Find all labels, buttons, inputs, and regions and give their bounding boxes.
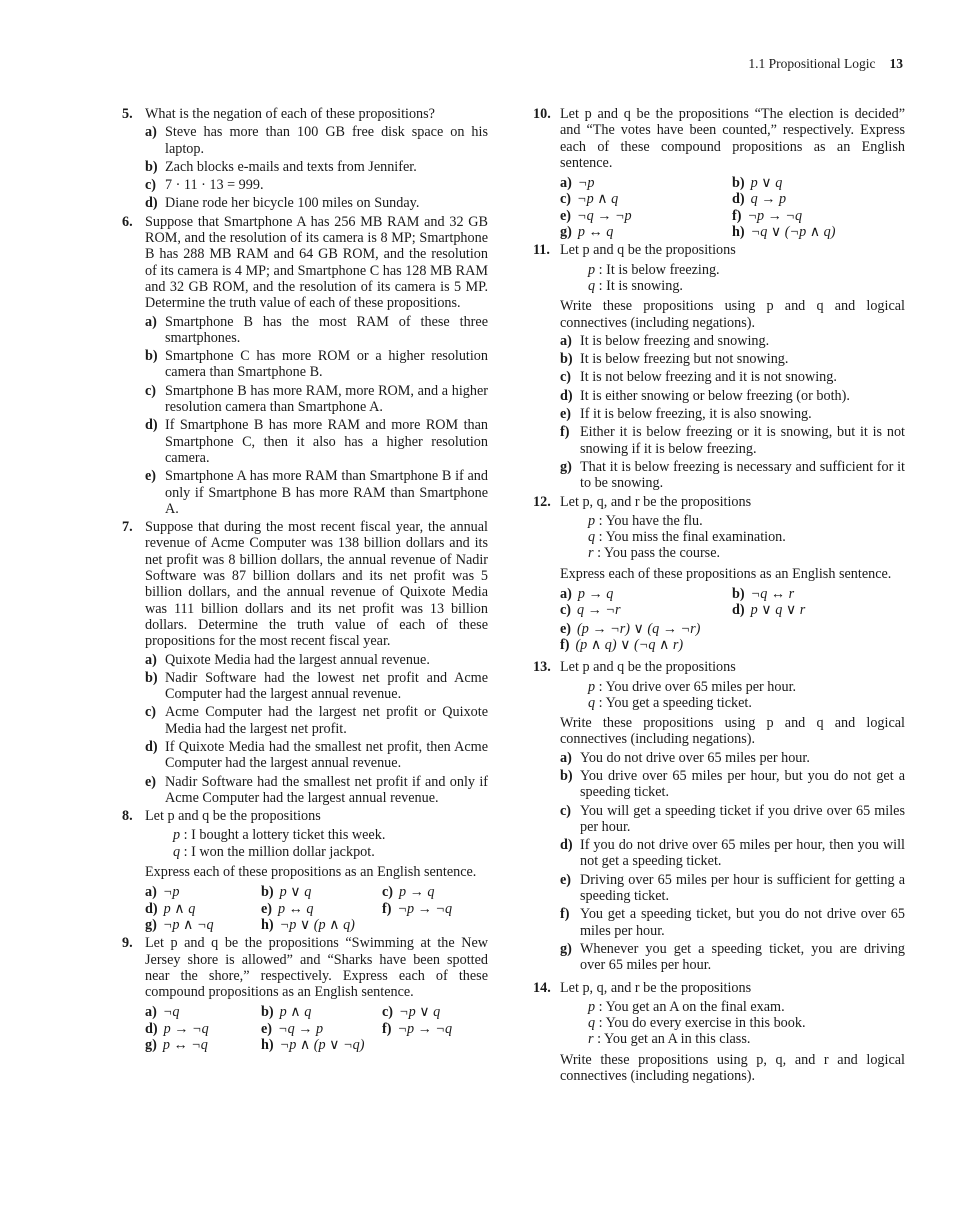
- subitem: [560, 906, 905, 939]
- expression: ¬q ∨ (¬p ∧ q): [750, 224, 836, 241]
- right-column: [533, 106, 905, 1086]
- proposition-def: [588, 278, 905, 294]
- subitem-label: c): [560, 369, 572, 386]
- exercise-stem: Let p and q be the propositions: [145, 808, 321, 825]
- subitem-label: d): [145, 738, 158, 755]
- subitem-label: h): [732, 224, 745, 241]
- subitem-text: Driving over 65 miles per hour is sufficient for getting a speeding ticket.: [580, 871, 905, 905]
- expression: ¬q: [162, 1004, 180, 1021]
- exercise-stem: Let p, q, and r be the propositions: [560, 979, 752, 996]
- subitem-label: e): [560, 620, 572, 637]
- proposition-text: : It is below freezing.: [598, 261, 720, 278]
- expression-item: [382, 1021, 492, 1037]
- proposition-list: [560, 262, 905, 295]
- subitem-label: f): [732, 207, 742, 224]
- proposition-list: [145, 827, 488, 860]
- expression-item: [261, 884, 382, 900]
- subitem-text: Quixote Media had the largest annual revenue.: [165, 651, 430, 668]
- subitem-label: f): [382, 1020, 392, 1037]
- subitem-text: Diane rode her bicycle 100 miles on Sunday.: [165, 195, 420, 212]
- expression: p → ¬q: [163, 1020, 209, 1037]
- proposition-text: : You miss the final examination.: [598, 529, 786, 546]
- subitem-label: d): [732, 191, 745, 208]
- subitem: [560, 872, 905, 905]
- subitem-label: g): [560, 940, 572, 957]
- subitem-label: d): [732, 602, 745, 619]
- subitem-label: a): [145, 884, 157, 901]
- subitem-label: a): [145, 313, 157, 330]
- expression-item: [261, 1004, 382, 1020]
- subitem: [145, 704, 488, 737]
- exercise-number: 6.: [122, 213, 133, 230]
- subitem: [560, 459, 905, 492]
- subitem-label: d): [560, 837, 573, 854]
- subitem-label: g): [145, 1037, 157, 1054]
- subitem-label: e): [261, 900, 273, 917]
- subitem-label: c): [145, 177, 157, 194]
- expression-grid: [145, 1004, 488, 1053]
- subitem: [145, 774, 488, 807]
- expression: ¬p ∨ q: [399, 1004, 441, 1021]
- subitem-text: Zach blocks e-mails and texts from Jennifer.: [165, 158, 417, 175]
- expression: p ∨ q: [750, 175, 783, 192]
- proposition-variable: q: [588, 277, 596, 294]
- proposition-variable: q: [588, 694, 596, 711]
- subitem-label: b): [145, 669, 158, 686]
- subitem-text: Smartphone B has the most RAM of these three smartphones.: [165, 313, 488, 346]
- proposition-text: : I bought a lottery ticket this week.: [183, 827, 386, 844]
- exercise-number: 14.: [533, 979, 551, 996]
- subitem-label: a): [560, 749, 572, 766]
- expression: (p ∧ q) ∨ (¬q ∧ r): [575, 636, 684, 653]
- subitem: [560, 333, 905, 349]
- exercise-number: 12.: [533, 493, 551, 510]
- subitem: [145, 195, 488, 211]
- subitem: [560, 768, 905, 801]
- expression-item: [261, 901, 382, 917]
- expression-item: [732, 602, 904, 618]
- expression-item: [382, 1004, 492, 1020]
- subitem-label: c): [560, 191, 572, 208]
- subitem: [145, 348, 488, 381]
- expression: ¬p: [577, 175, 595, 192]
- subitem-text: If you do not drive over 65 miles per hour, then you will not get a speeding ticket.: [580, 837, 905, 870]
- subitem-label: b): [732, 586, 745, 603]
- expression-item: [261, 1021, 382, 1037]
- exercise-stem: Let p and q be the propositions: [560, 659, 736, 676]
- subitem: [560, 750, 905, 766]
- subitem-label: b): [560, 767, 573, 784]
- subitem-label: c): [145, 704, 157, 721]
- subitem: [145, 177, 488, 193]
- expression: p → q: [399, 884, 435, 901]
- subitem-text: Smartphone A has more RAM than Smartphone B if and only if Smartphone B has more RAM than Smartphone A.: [165, 468, 488, 517]
- subitem-label: g): [145, 916, 157, 933]
- expression: q → ¬r: [577, 602, 621, 619]
- subitem-label: d): [145, 417, 158, 434]
- section-title: 1.1 Propositional Logic: [748, 56, 876, 71]
- expression-item: [560, 191, 732, 207]
- exercise-5: [122, 106, 488, 212]
- subitem-label: a): [145, 124, 157, 141]
- subitem: [145, 652, 488, 668]
- expression: p ∧ q: [279, 1004, 312, 1021]
- subitem-label: a): [560, 332, 572, 349]
- expression-item: [145, 917, 261, 933]
- subitem: [560, 369, 905, 385]
- expression-grid: [560, 586, 905, 619]
- expression-grid: [560, 175, 905, 240]
- exercise-stem: Let p and q be the propositions “Swimming at the New Jersey shore is allowed” and “Sharks have been spotted near the shore,” respectively. Express each of these compound propositions as an English sentence.: [145, 935, 488, 1001]
- expression: ¬p → ¬q: [747, 207, 803, 224]
- subitem: [145, 314, 488, 347]
- subitem-label: c): [382, 884, 394, 901]
- exercise-stem: Let p, q, and r be the propositions: [560, 493, 752, 510]
- proposition-list: [560, 513, 905, 562]
- expression: (p → ¬r) ∨ (q → ¬r): [577, 620, 701, 637]
- subitem: [145, 468, 488, 517]
- subitem-text: Smartphone C has more ROM or a higher resolution camera than Smartphone B.: [165, 348, 488, 381]
- subitem-label: a): [560, 175, 572, 192]
- subitem-text: Either it is below freezing or it is snowing, but it is not snowing if it is below freezing.: [580, 424, 905, 457]
- left-column: [122, 106, 488, 1055]
- subitem-text: It is either snowing or below freezing (or both).: [580, 387, 850, 404]
- subitem-label: d): [145, 900, 158, 917]
- subitem-label: e): [560, 871, 572, 888]
- expression-item: [560, 637, 905, 653]
- subitem-label: c): [560, 802, 572, 819]
- proposition-text: : You pass the course.: [597, 545, 721, 562]
- expression-item: [560, 175, 732, 191]
- expression: ¬p: [162, 884, 180, 901]
- expression: ¬q → p: [278, 1020, 324, 1037]
- subitem: [560, 941, 905, 974]
- subitem-text: It is below freezing but not snowing.: [580, 351, 789, 368]
- subitem-text: Steve has more than 100 GB free disk space on his laptop.: [165, 124, 488, 157]
- expression: p ∨ q ∨ r: [750, 602, 806, 619]
- subitem: [145, 124, 488, 157]
- subitem-label: e): [261, 1020, 273, 1037]
- expression-item: [560, 621, 905, 637]
- expression: q → p: [750, 191, 787, 208]
- proposition-text: : You get an A on the final exam.: [598, 998, 785, 1015]
- subitem-label: b): [732, 175, 745, 192]
- subitem-text: You drive over 65 miles per hour, but you do not get a speeding ticket.: [580, 767, 905, 801]
- expression-item: [382, 884, 492, 900]
- exercise-stem: Let p and q be the propositions “The election is decided” and “The votes have been counted,” respectively. Express each of these compound propositions as an English sentence.: [560, 106, 905, 171]
- subitem-text: Nadir Software had the smallest net profit if and only if Acme Computer had the largest annual revenue.: [165, 773, 488, 806]
- proposition-variable: q: [173, 843, 181, 860]
- subitem: [145, 670, 488, 703]
- subitem: [560, 406, 905, 422]
- subitem-text: 7 · 11 · 13 = 999.: [165, 177, 264, 194]
- subitem-label: f): [382, 900, 392, 917]
- expression: p ↔ ¬q: [162, 1037, 208, 1054]
- proposition-variable: r: [588, 545, 594, 562]
- subitem-label: e): [560, 406, 572, 423]
- subitem-text: Nadir Software had the lowest net profit and Acme Computer had the largest annual revenue.: [165, 669, 488, 703]
- subitem-text: You do not drive over 65 miles per hour.: [580, 749, 810, 766]
- exercise-number: 13.: [533, 659, 551, 676]
- exercise-number: 9.: [122, 935, 133, 952]
- proposition-def: [588, 1015, 905, 1031]
- running-head: [748, 56, 903, 72]
- subitem-label: c): [560, 602, 572, 619]
- exercise-instruction: Write these propositions using p and q and logical connectives (including negations).: [560, 298, 905, 331]
- proposition-variable: q: [588, 1015, 596, 1032]
- expression-item: [261, 1037, 382, 1053]
- subitem: [145, 159, 488, 175]
- subitem-text: If it is below freezing, it is also snowing.: [580, 406, 812, 423]
- expression-item: [145, 1021, 261, 1037]
- subitem: [145, 739, 488, 772]
- expression-item: [560, 586, 732, 602]
- proposition-def: [588, 679, 905, 695]
- subitem-label: f): [560, 636, 570, 653]
- subitem-text: It is below freezing and snowing.: [580, 332, 770, 349]
- subitem-text: It is not below freezing and it is not snowing.: [580, 369, 837, 386]
- exercise-8: [122, 808, 488, 933]
- expression: ¬p → ¬q: [397, 1020, 453, 1037]
- expression-item: [261, 917, 382, 933]
- exercise-stem: Suppose that during the most recent fiscal year, the annual revenue of Acme Computer was 138 billion dollars and its net profit was 8 billion dollars, the annual revenue of Nadir Software was 87 billion dollars and its net profit was 5 billion dollars, and the annual revenue of Quixote Media was 111 billion dollars and its net profit was 13 billion dollars. Determine the truth value of each of these propositions for the most recent fiscal year.: [145, 519, 488, 650]
- expression: p ∧ q: [163, 900, 196, 917]
- subitem: [145, 383, 488, 416]
- exercise-number: 5.: [122, 106, 133, 122]
- exercise-6: [122, 214, 488, 517]
- subitem-label: b): [145, 348, 158, 365]
- subitem: [145, 417, 488, 466]
- subitem-label: a): [145, 1004, 157, 1021]
- expression: p → q: [577, 586, 614, 603]
- expression: ¬p ∧ q: [577, 191, 619, 208]
- exercise-12: [533, 493, 905, 654]
- proposition-def: [588, 545, 905, 561]
- expression: ¬p ∧ (p ∨ ¬q): [279, 1037, 365, 1054]
- expression-item: [560, 602, 732, 618]
- exercise-stem: Let p and q be the propositions: [560, 242, 736, 259]
- subitem-label: c): [382, 1004, 394, 1021]
- subitem-label: f): [560, 424, 570, 441]
- proposition-def: [588, 262, 905, 278]
- proposition-def: [588, 529, 905, 545]
- subitem-text: If Smartphone B has more RAM and more ROM than Smartphone C, then it also has a higher resolution camera.: [165, 417, 488, 466]
- proposition-def: [588, 513, 905, 529]
- subitem-label: g): [560, 458, 572, 475]
- subitem-text: You get a speeding ticket, but you do not drive over 65 miles per hour.: [580, 906, 905, 939]
- subitem-label: d): [145, 195, 158, 212]
- subitem-label: e): [145, 468, 157, 485]
- exercise-number: 8.: [122, 808, 133, 825]
- subitem: [560, 803, 905, 836]
- proposition-text: : You get an A in this class.: [597, 1031, 751, 1048]
- subitem-label: h): [261, 916, 274, 933]
- proposition-def: [588, 695, 905, 711]
- subitem-label: a): [560, 586, 572, 603]
- expression-item: [145, 1037, 261, 1053]
- subitem-label: d): [560, 387, 573, 404]
- expression-item: [145, 1004, 261, 1020]
- expression: p ↔ q: [577, 224, 614, 241]
- expression-item: [560, 224, 732, 240]
- expression-item: [560, 208, 732, 224]
- expression-item: [732, 175, 904, 191]
- exercise-stem: What is the negation of each of these propositions?: [145, 106, 435, 122]
- exercise-instruction: Write these propositions using p and q and logical connectives (including negations).: [560, 715, 905, 748]
- subitem-label: h): [261, 1037, 274, 1054]
- exercise-11: [533, 242, 905, 492]
- exercise-instruction: Write these propositions using p, q, and r and logical connectives (including negations).: [560, 1051, 905, 1085]
- exercise-number: 7.: [122, 519, 133, 536]
- expression: ¬q → ¬p: [577, 207, 632, 224]
- subitem-label: b): [261, 1004, 274, 1021]
- exercise-13: [533, 659, 905, 974]
- subitem-text: Smartphone B has more RAM, more ROM, and a higher resolution camera than Smartphone A.: [165, 382, 488, 416]
- proposition-variable: p: [588, 261, 596, 278]
- subitem-label: b): [560, 351, 573, 368]
- exercise-stem: Suppose that Smartphone A has 256 MB RAM and 32 GB ROM, and the resolution of its camera is 8 MP; Smartphone B has 288 MB RAM and 64 GB ROM, and the resolution of its camera is 4 MP; and Smartphone C has 128 MB RAM and 32 GB ROM, and the resolution of its camera is 5 MP. Determine the truth value of each of these propositions.: [145, 213, 488, 312]
- expression-item: [732, 586, 904, 602]
- subitem-label: d): [145, 1020, 158, 1037]
- expression: p ∨ q: [279, 884, 312, 901]
- subitem-label: b): [145, 158, 158, 175]
- subitem-text: Whenever you get a speeding ticket, you are driving over 65 miles per hour.: [580, 940, 905, 974]
- exercise-instruction: Express each of these propositions as an English sentence.: [145, 864, 477, 881]
- exercise-9: [122, 935, 488, 1053]
- subitem-label: b): [261, 884, 274, 901]
- proposition-text: : You do every exercise in this book.: [598, 1015, 806, 1032]
- expression-item: [732, 191, 904, 207]
- expression-item: [382, 901, 492, 917]
- subitem-label: e): [560, 207, 572, 224]
- proposition-text: : You drive over 65 miles per hour.: [598, 678, 797, 695]
- subitem: [560, 837, 905, 870]
- subitem-text: If Quixote Media had the smallest net profit, then Acme Computer had the largest annual revenue.: [165, 738, 488, 772]
- proposition-text: : You have the flu.: [598, 512, 703, 529]
- subitem-text: Acme Computer had the largest net profit or Quixote Media had the largest net profit.: [165, 704, 488, 737]
- subitem: [560, 424, 905, 457]
- expression-grid: [145, 884, 488, 933]
- proposition-variable: p: [173, 827, 181, 844]
- proposition-variable: p: [588, 678, 596, 695]
- subitem-label: f): [560, 906, 570, 923]
- expression: ¬p → ¬q: [397, 900, 453, 917]
- subitem-label: g): [560, 224, 572, 241]
- subitem-text: That it is below freezing is necessary and sufficient for it to be snowing.: [580, 458, 905, 492]
- exercise-14: [533, 979, 905, 1085]
- exercise-instruction: Express each of these propositions as an English sentence.: [560, 565, 892, 582]
- subitem: [560, 388, 905, 404]
- subitem: [560, 351, 905, 367]
- expression-item: [732, 224, 904, 240]
- expression-item: [145, 901, 261, 917]
- proposition-def: [173, 844, 488, 860]
- subitem-label: e): [145, 773, 157, 790]
- exercise-number: 11.: [533, 242, 550, 259]
- proposition-variable: p: [588, 998, 596, 1015]
- expression: ¬p ∨ (p ∧ q): [279, 916, 355, 933]
- expression-item: [732, 208, 904, 224]
- proposition-text: : You get a speeding ticket.: [598, 694, 752, 711]
- proposition-def: [588, 999, 905, 1015]
- subitem-label: a): [145, 651, 157, 668]
- page-number: 13: [889, 56, 903, 71]
- exercise-number: 10.: [533, 106, 551, 122]
- expression: ¬q ↔ r: [750, 586, 795, 603]
- exercise-7: [122, 519, 488, 806]
- expression: p ↔ q: [278, 900, 314, 917]
- proposition-variable: q: [588, 529, 596, 546]
- proposition-list: [560, 999, 905, 1048]
- proposition-variable: r: [588, 1031, 594, 1048]
- proposition-def: [588, 1031, 905, 1047]
- subitem-text: You will get a speeding ticket if you drive over 65 miles per hour.: [580, 802, 905, 835]
- subitem-label: c): [145, 382, 157, 399]
- proposition-def: [173, 827, 488, 843]
- exercise-10: [533, 106, 905, 241]
- proposition-variable: p: [588, 512, 596, 529]
- proposition-list: [560, 679, 905, 712]
- expression: ¬p ∧ ¬q: [162, 916, 214, 933]
- proposition-text: : It is snowing.: [598, 277, 683, 294]
- expression-item: [145, 884, 261, 900]
- proposition-text: : I won the million dollar jackpot.: [183, 843, 375, 860]
